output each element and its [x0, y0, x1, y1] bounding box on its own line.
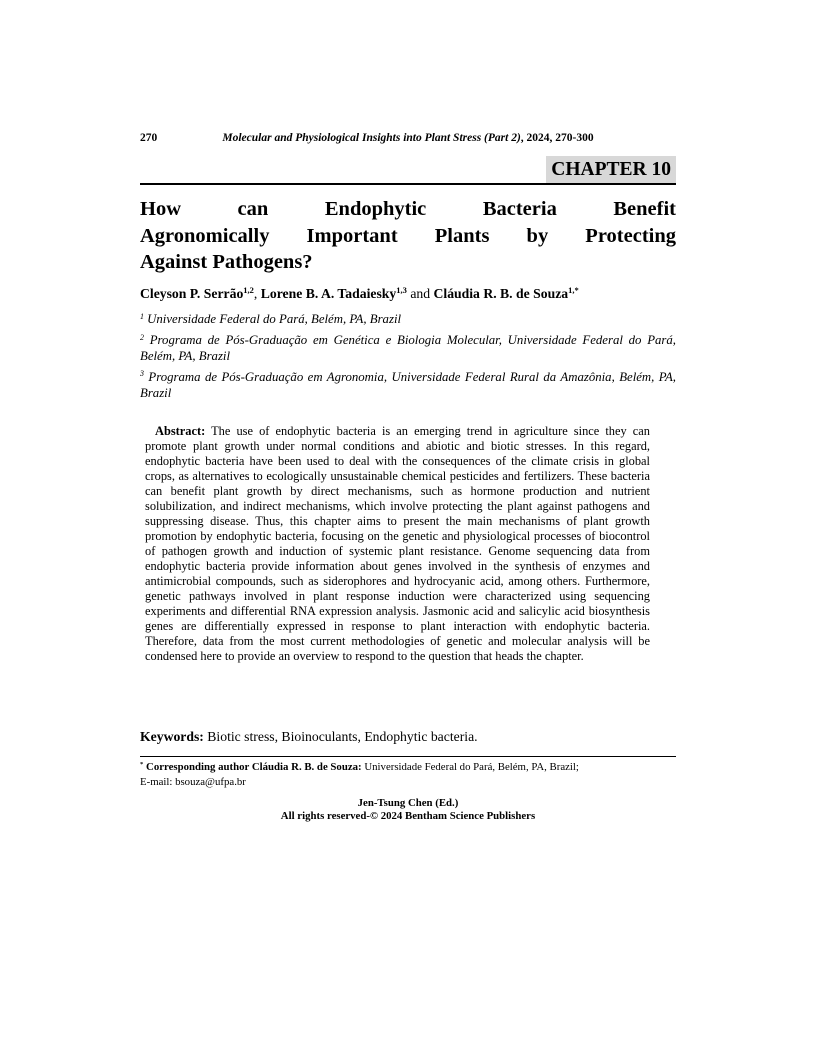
- author-name: Lorene B. A. Tadaiesky: [260, 286, 397, 301]
- book-title: Molecular and Physiological Insights into Plant Stress (Part 2): [222, 132, 521, 144]
- affiliation: [140, 333, 676, 364]
- affiliation-superscript: 2: [140, 332, 144, 342]
- author-superscript: 1,3: [396, 285, 407, 296]
- footnote-text: Universidade Federal do Pará, Belém, PA, Brazil;: [364, 761, 579, 773]
- chapter-title-line: How can Endophytic Bacteria Benefit: [140, 198, 676, 220]
- chapter-title-line: Against Pathogens?: [140, 251, 313, 273]
- affiliation-text: Programa de Pós-Graduação em Genética e Biologia Molecular, Universidade Federal do Pará, Belém, PA, Brazil: [140, 333, 676, 364]
- footer-rights: All rights reserved-© 2024 Bentham Science Publishers: [280, 809, 536, 822]
- keywords-text: Biotic stress, Bioinoculants, Endophytic bacteria.: [207, 729, 478, 744]
- book-title-suffix: , 2024, 270-300: [520, 132, 594, 144]
- affiliation-text: Programa de Pós-Graduação em Agronomia, Universidade Federal Rural da Amazônia, Belém, PA, Brazil: [140, 369, 676, 400]
- author-name: Cláudia R. B. de Souza: [433, 286, 569, 301]
- corresponding-author-footnote: [140, 761, 676, 789]
- affiliation: [140, 312, 676, 328]
- footnote-label: Corresponding author Cláudia R. B. de Souza:: [146, 761, 362, 773]
- chapter-title-line: Agronomically Important Plants by Protecting: [140, 224, 676, 247]
- chapter-row: [140, 156, 676, 183]
- chapter-title: [140, 196, 676, 276]
- publisher-footer: [140, 797, 676, 822]
- abstract-label: Abstract:: [155, 424, 206, 438]
- footnote-email: E-mail: bsouza@ufpa.br: [140, 775, 246, 788]
- affiliation-superscript: 3: [140, 369, 144, 379]
- running-head-book-reference: [140, 132, 676, 144]
- affiliation: [140, 370, 676, 401]
- chapter-badge: CHAPTER 10: [546, 156, 676, 183]
- authors-separator: ,: [253, 286, 261, 301]
- author-name: Cleyson P. Serrão: [140, 286, 244, 301]
- abstract-text: The use of endophytic bacteria is an emerging trend in agriculture since they can promote plant growth under normal conditions and abiotic and biotic stresses. In this regard, endophytic bacteria have been used to deal with the consequences of the climate crisis in global crops, as alternatives to ecologically unsustainable chemical pesticides and fertilizers. These bacteria can benefit plant growth by direct mechanisms, such as hormone production and nutrient solubilization, and indirect mechanisms, which involve protecting the plant against pathogens and suppressing disease. Thus, this chapter aims to present the main mechanisms of plant growth promotion by endophytic bacteria, focusing on the genetic and physiological processes of biocontrol of pathogen growth and induction of systemic plant resistance. Genome sequencing data from endophytic bacteria provide information about genes involved in the synthesis of enzymes and antimicrobial compounds, such as siderophores and hydrocyanic acid, among others. Furthermore, genetic pathways involved in plant response induction were characterized using sequencing experiments and differential RNA expression analysis. Jasmonic acid and salicylic acid biosynthesis genes are differentially expressed in response to plant interaction with endophytic bacteria. Therefore, data from the most current methodologies of genetic and molecular analysis will be condensed here to provide an overview to respond to the question that heads the chapter.: [145, 424, 650, 663]
- affiliation-superscript: 1: [140, 311, 144, 321]
- affiliations: [140, 312, 676, 406]
- author-superscript: 1,2: [243, 285, 254, 296]
- footer-editor: Jen-Tsung Chen (Ed.): [357, 797, 459, 809]
- footnote-rule: [140, 756, 676, 757]
- authors-line: [140, 286, 676, 302]
- keywords-label: Keywords:: [140, 729, 204, 744]
- authors-separator: and: [406, 286, 434, 301]
- affiliation-text: Universidade Federal do Pará, Belém, PA, Brazil: [143, 312, 402, 326]
- footnote-marker: *: [140, 761, 144, 769]
- page-number: 270: [140, 132, 158, 144]
- author-superscript: 1,*: [568, 285, 579, 296]
- keywords: [140, 729, 676, 745]
- header-rule: [140, 183, 676, 185]
- running-head: [140, 132, 676, 144]
- abstract: [145, 424, 650, 664]
